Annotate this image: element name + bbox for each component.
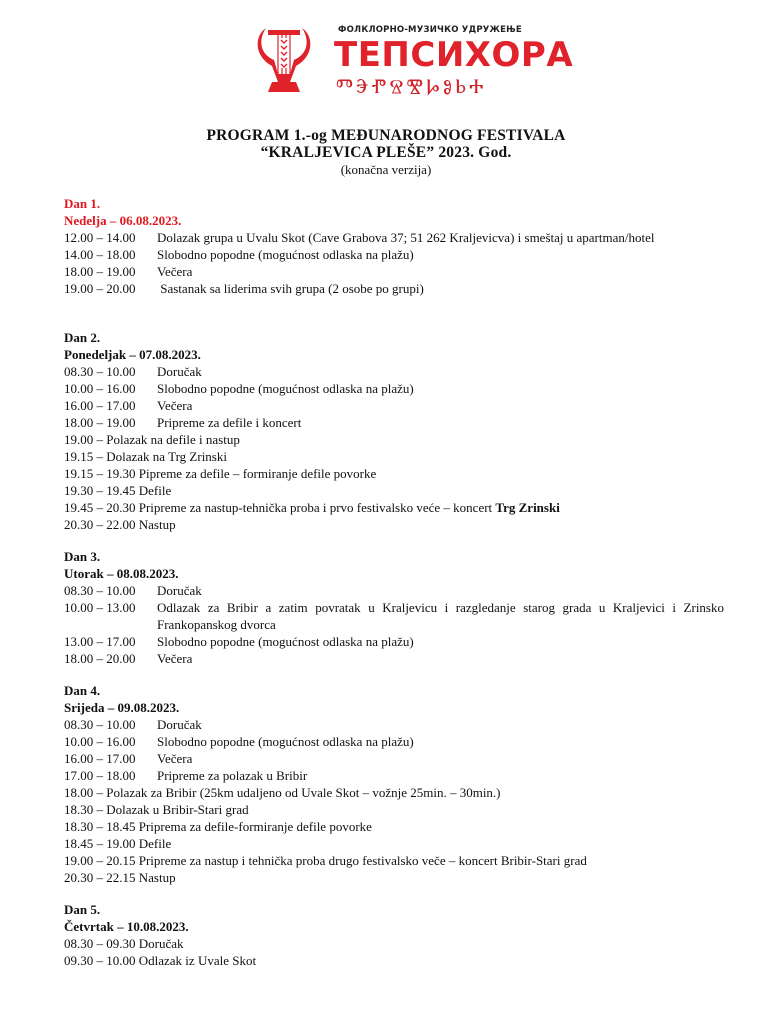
schedule-row — [64, 852, 724, 869]
schedule-row — [64, 801, 724, 818]
schedule-row — [64, 750, 724, 767]
activity: Dolazak na Trg Zrinski — [106, 449, 227, 464]
schedule-row — [64, 397, 724, 414]
schedule-row — [64, 582, 724, 599]
activity: Slobodno popodne (mogućnost odlaska na plažu) — [157, 734, 414, 749]
schedule-row — [64, 599, 724, 633]
time-range: 16.00 – 17.00 — [64, 398, 136, 413]
activity: Pripreme za nastup-tehnička proba i prvo festivalsko veće – koncert — [138, 500, 496, 515]
activity: Defile — [138, 836, 172, 851]
day-label: Dan 1. — [64, 196, 101, 211]
schedule-row — [64, 414, 724, 431]
day-date: Četvrtak – 10.08.2023. — [64, 919, 189, 934]
document-title-line-2: “KRALJEVICA PLEŠE” 2023. God. — [260, 144, 512, 161]
activity: Nastup — [138, 870, 176, 885]
time-range: 18.00 – 19.00 — [64, 415, 136, 430]
time-range: 18.30 – 18.45 — [64, 819, 139, 834]
activity: Večera — [157, 398, 193, 413]
time-range: 08.30 – 10.00 — [64, 364, 136, 379]
logo-organization-type: ФОЛКЛОРНО-МУЗИЧКО УДРУЖЕЊЕ — [338, 25, 522, 35]
time-range: 18.30 – — [64, 802, 107, 817]
activity: Dolazak grupa u Uvalu Skot (Cave Grabova 37; 51 262 Kraljevicva) i smeštaj u apartman/hotel — [157, 230, 655, 245]
time-range: 18.45 – 19.00 — [64, 836, 139, 851]
document-title-line-1: PROGRAM 1.-og MEĐUNARODNOG FESTIVALA — [206, 127, 566, 144]
time-range: 10.00 – 16.00 — [64, 734, 136, 749]
time-range: 18.00 – — [64, 785, 107, 800]
day-1-section — [64, 195, 724, 297]
schedule-row — [64, 633, 724, 650]
time-range: 20.30 – 22.15 — [64, 870, 139, 885]
activity: Večera — [157, 264, 193, 279]
schedule-row — [64, 767, 724, 784]
activity: Odlazak iz Uvale Skot — [138, 953, 257, 968]
schedule-row — [64, 818, 724, 835]
activity-with-venue — [139, 499, 724, 516]
schedule-row — [64, 835, 724, 852]
schedule-row — [64, 280, 724, 297]
time-range: 19.00 – — [64, 432, 107, 447]
time-range: 19.15 – — [64, 449, 107, 464]
activity: Doručak — [138, 936, 184, 951]
activity: Pripreme za polazak u Bribir — [157, 768, 308, 783]
time-range: 14.00 – 18.00 — [64, 247, 136, 262]
time-range: 10.00 – 16.00 — [64, 381, 136, 396]
schedule-row — [64, 482, 724, 499]
day-label: Dan 2. — [64, 330, 101, 345]
day-label: Dan 4. — [64, 683, 101, 698]
time-range: 08.30 – 09.30 — [64, 936, 139, 951]
tepsihora-logo — [252, 22, 574, 98]
schedule-row — [64, 465, 724, 482]
activity: Slobodno popodne (mogućnost odlaska na plažu) — [157, 247, 414, 262]
activity: Polazak za Bribir (25km udaljeno od Uvale Skot – vožnje 25min. – 30min.) — [106, 785, 501, 800]
day-2-section — [64, 329, 724, 533]
schedule-row — [64, 516, 724, 533]
activity: Dolazak u Bribir-Stari grad — [106, 802, 249, 817]
day-date: Utorak – 08.08.2023. — [64, 566, 179, 581]
time-range: 20.30 – 22.00 — [64, 517, 139, 532]
activity: Priprema za defile-formiranje defile povorke — [138, 819, 372, 834]
day-label: Dan 5. — [64, 902, 101, 917]
activity: Defile — [138, 483, 172, 498]
schedule-row — [64, 733, 724, 750]
schedule-row — [64, 716, 724, 733]
activity: Večera — [157, 751, 193, 766]
time-range: 19.30 – 19.45 — [64, 483, 139, 498]
activity: Slobodno popodne (mogućnost odlaska na plažu) — [157, 381, 414, 396]
schedule-row — [64, 263, 724, 280]
schedule-row — [64, 499, 724, 516]
activity: Nastup — [138, 517, 176, 532]
activity: Odlazak za Bribir a zatim povratak u Kraljevicu i razgledanje starog grada u Kraljevici i Zrinsko Frankopanskog dvorca — [157, 600, 724, 632]
time-range: 08.30 – 10.00 — [64, 717, 136, 732]
activity: Polazak na defile i nastup — [106, 432, 240, 447]
document-subtitle: (konačna verzija) — [340, 162, 432, 177]
day-5-section — [64, 901, 724, 969]
day-label: Dan 3. — [64, 549, 101, 564]
activity: Slobodno popodne (mogućnost odlaska na plažu) — [157, 634, 414, 649]
activity: Doručak — [157, 717, 202, 732]
activity: Pripreme za defile i koncert — [157, 415, 302, 430]
schedule-row — [64, 363, 724, 380]
time-range: 17.00 – 18.00 — [64, 768, 136, 783]
activity: Doručak — [157, 583, 202, 598]
time-range: 12.00 – 14.00 — [64, 230, 136, 245]
schedule-row — [64, 431, 724, 448]
day-4-section — [64, 682, 724, 886]
schedule-row — [64, 784, 724, 801]
activity: Doručak — [157, 364, 202, 379]
day-date: Nedelja – 06.08.2023. — [64, 213, 182, 228]
activity: Pripreme za nastup i tehnička proba drugo festivalsko veče – koncert Bribir-Stari grad — [138, 853, 587, 868]
schedule-row — [64, 650, 724, 667]
day-date: Ponedeljak – 07.08.2023. — [64, 347, 201, 362]
activity: Večera — [157, 651, 193, 666]
logo-glagolitic-text: ⰕⰅⰒⰔⰊⰘⰑⰓⰀ — [336, 74, 487, 98]
time-range: 16.00 – 17.00 — [64, 751, 136, 766]
schedule-row — [64, 448, 724, 465]
time-range: 10.00 – 13.00 — [64, 600, 136, 615]
lyre-icon — [252, 22, 332, 98]
schedule-row — [64, 952, 724, 969]
schedule-row — [64, 869, 724, 886]
venue-name: Trg Zrinski — [495, 500, 560, 515]
schedule-row — [64, 380, 724, 397]
schedule-row — [64, 935, 724, 952]
time-range: 09.30 – 10.00 — [64, 953, 139, 968]
time-range: 18.00 – 20.00 — [64, 651, 136, 666]
time-range: 19.00 – 20.15 — [64, 853, 139, 868]
activity: Sastanak sa liderima svih grupa (2 osobe po grupi) — [157, 281, 424, 296]
schedule-row — [64, 229, 724, 246]
time-range: 13.00 – 17.00 — [64, 634, 136, 649]
activity: Pipreme za defile – formiranje defile povorke — [138, 466, 377, 481]
time-range: 18.00 – 19.00 — [64, 264, 136, 279]
logo-organization-name: ТЕПСИХОРА — [334, 35, 574, 75]
time-range: 19.00 – 20.00 — [64, 281, 136, 296]
time-range: 08.30 – 10.00 — [64, 583, 136, 598]
day-3-section — [64, 548, 724, 667]
schedule-row — [64, 246, 724, 263]
time-range: 19.45 – 20.30 — [64, 500, 139, 515]
day-date: Srijeda – 09.08.2023. — [64, 700, 180, 715]
time-range: 19.15 – 19.30 — [64, 466, 139, 481]
